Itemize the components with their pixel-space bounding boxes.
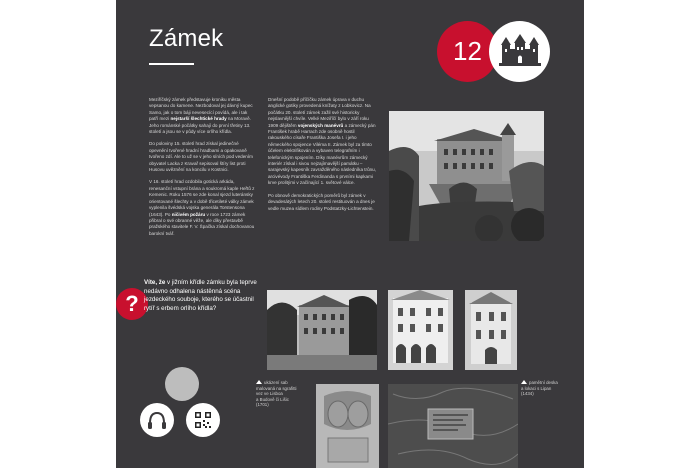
coat-of-arms-photo xyxy=(316,384,379,468)
headphones-icon xyxy=(140,403,174,437)
paragraph: Po obnově demokratických poměrů byl zámek v devadesátých letech 20. století restituován a dnes je vedle muzea sídlem rodiny Podstatzky-Lichtenstein. xyxy=(268,192,375,211)
castle-icon-badge xyxy=(489,21,550,82)
caption-arrow-icon xyxy=(521,380,527,384)
text-column-2 xyxy=(268,97,378,218)
audio-guide-button[interactable] xyxy=(140,403,174,437)
decorative-circle xyxy=(165,367,199,401)
memorial-plaque-photo xyxy=(388,384,518,468)
castle-icon xyxy=(497,31,543,71)
historic-photo-3 xyxy=(465,290,517,370)
castle-photo xyxy=(389,111,544,241)
info-panel xyxy=(116,0,584,468)
historic-photo-2 xyxy=(388,290,453,370)
paragraph: V 16. století hrad ozdobila gotická arkáda, renesanční vstupní brána a soukromá kaple Heřtů z Kemenic. Roku 1576 se zde konal sjezd luteránsky orientované šlechty a v době třicetileté války zámek vyplenila švédská vojska generála Torstensona (1643). Po ničivém požáru v roce 1723 zámek přibral o své obranné věže, ale díky přestavbě pražského stavitele F. V. Špačka získal dochovanou barokní tvář. xyxy=(149,179,255,236)
page-title: Zámek xyxy=(149,25,224,52)
caption-right: pamětní deska a lokaci s Lipan (1434) xyxy=(521,380,558,397)
text-column-1 xyxy=(149,97,257,243)
title-underline xyxy=(149,63,194,65)
question-icon: ? xyxy=(116,288,148,320)
paragraph: Do poloviny 15. století hrad získal jedinečné opevnění tvořené hradní hradbami a opakovaně tvořeno zdí. Ale to už se v jeho síních pod vedením obyvatel Lacka z Kravař sepisoval štíry list proti Husovu uvěznění na koncilu v Kostnici. xyxy=(149,141,253,173)
did-you-know-text: Víte, že v jižním křídle zámku byla teprve nedávno odhalena nástěnná scéna jezdeckého souboje, kterého se účastnil rytíř s erbem orlího křídla? xyxy=(144,279,257,312)
stop-number-badge: 12 xyxy=(437,21,498,82)
caption-arrow-icon xyxy=(256,380,262,384)
caption-left: ukázení sab malovaná na sgrafitti vez ve Lisboa a Budově či Lišic (1701) xyxy=(256,380,297,408)
paragraph: Dnešní podobě příčíčku zámek úprava v duchu anglické gotiky provedená knížaty z Lobkovicz. Na počátku 20. století zámek zažil své historicky nejslavnější chvíle. Velké Meziříčí bylo v září roku 1909 dějištěm vojenských manévrů a zámecký pán František hrabě Harrach zde osobně hostil rakouského císaře Františka Josefa I. i jeho německého spojence Viléma II. Zámek byl za tímto účelem elektrifikován a vybaven telegrafním i telefonickým spojením. Díky manévrům zámecký interiér získal i sivou nejzajímavější památku – sarajevský kapesník zavražděného následníka trůnu, arcivévody Františka Ferdinanda s prvními kapkami krve prolitými v začínající 1. světové válce. xyxy=(268,97,377,186)
qr-code-icon xyxy=(186,403,220,437)
qr-code-button[interactable] xyxy=(186,403,220,437)
historic-photo-1 xyxy=(267,290,377,370)
paragraph: Meziříčský zámek představuje kroniku města vepsanou do kamene. Nezbodoval jej dávný kupec Samo, jak o tom báji nevesecící povídá, ale i tak patří mezi nejstarší šlechtické hrady na Moravě. Jeho románské počátky sahají do první třetiny 13. století a jsou se v půdy více orlího křídla. xyxy=(149,97,253,135)
